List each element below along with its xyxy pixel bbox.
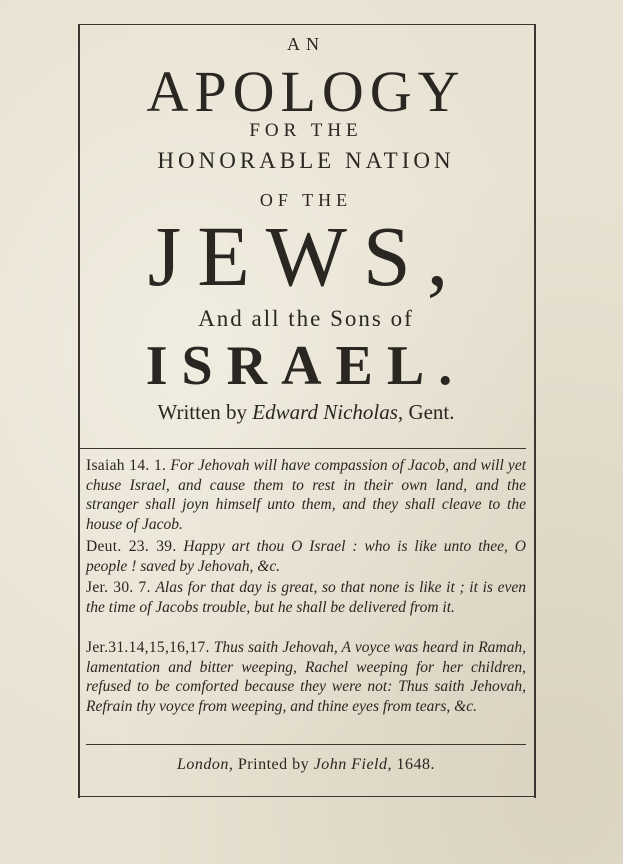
verse-text: For Jehovah will have compassion of Jacob, and will yet chuse Israel, and cause them to rest in their own land, and the stranger shall joyn himself unto them, and they shall cleave to the house of Jacob.	[86, 457, 527, 533]
author-name: Edward Nicholas,	[252, 400, 404, 424]
verse-text: Happy art thou O Israel : who is like unto thee, O people ! saved by Jehovah, &c.	[86, 538, 527, 575]
imprint-year: 1648.	[396, 756, 435, 773]
title-line-an: AN	[287, 34, 325, 54]
title-line-sons: And all the Sons of	[198, 306, 414, 331]
verse-deut	[86, 537, 526, 576]
verse-ref: Jer. 30. 7.	[86, 579, 151, 596]
imprint-place: London,	[177, 756, 234, 773]
divider-top	[80, 448, 526, 449]
divider-bottom	[86, 744, 526, 745]
verse-jer-30	[86, 578, 526, 617]
verse-ref: Jer.31.14,15,16,17.	[86, 639, 210, 656]
author-suffix: Gent.	[408, 400, 455, 424]
verse-text: Alas for that day is great, so that none is like it ; it is even the time of Jacobs trouble, but he shall be delivered from it.	[86, 579, 527, 616]
imprint-printed-by: Printed by	[237, 756, 310, 773]
author-prefix: Written by	[157, 400, 248, 424]
title-line-honorable-nation: HONORABLE NATION	[157, 148, 455, 173]
imprint-printer: John Field,	[313, 756, 392, 773]
title-line-israel: ISRAEL.	[145, 335, 467, 397]
verse-isaiah	[86, 456, 526, 534]
title-line-of-the: OF THE	[259, 190, 353, 210]
title-line-for-the: FOR THE	[249, 120, 363, 141]
verse-text: Thus saith Jehovah, A voyce was heard in Ramah, lamentation and bitter weeping, Rachel weeping for her children, refused to be comforted because they were not: Thus saith Jehovah, Refrain thy voyce from weeping, and thine eyes from tears, &c.	[86, 639, 526, 715]
bottom-border-rule	[78, 796, 536, 797]
title-line-jews: JEWS,	[147, 208, 465, 304]
verse-ref: Deut. 23. 39.	[86, 538, 177, 555]
verse-jer-31	[86, 638, 526, 716]
verse-ref: Isaiah 14. 1.	[86, 457, 167, 474]
imprint-line	[80, 756, 532, 774]
title-line-apology: APOLOGY	[146, 59, 466, 124]
author-line	[80, 400, 532, 425]
